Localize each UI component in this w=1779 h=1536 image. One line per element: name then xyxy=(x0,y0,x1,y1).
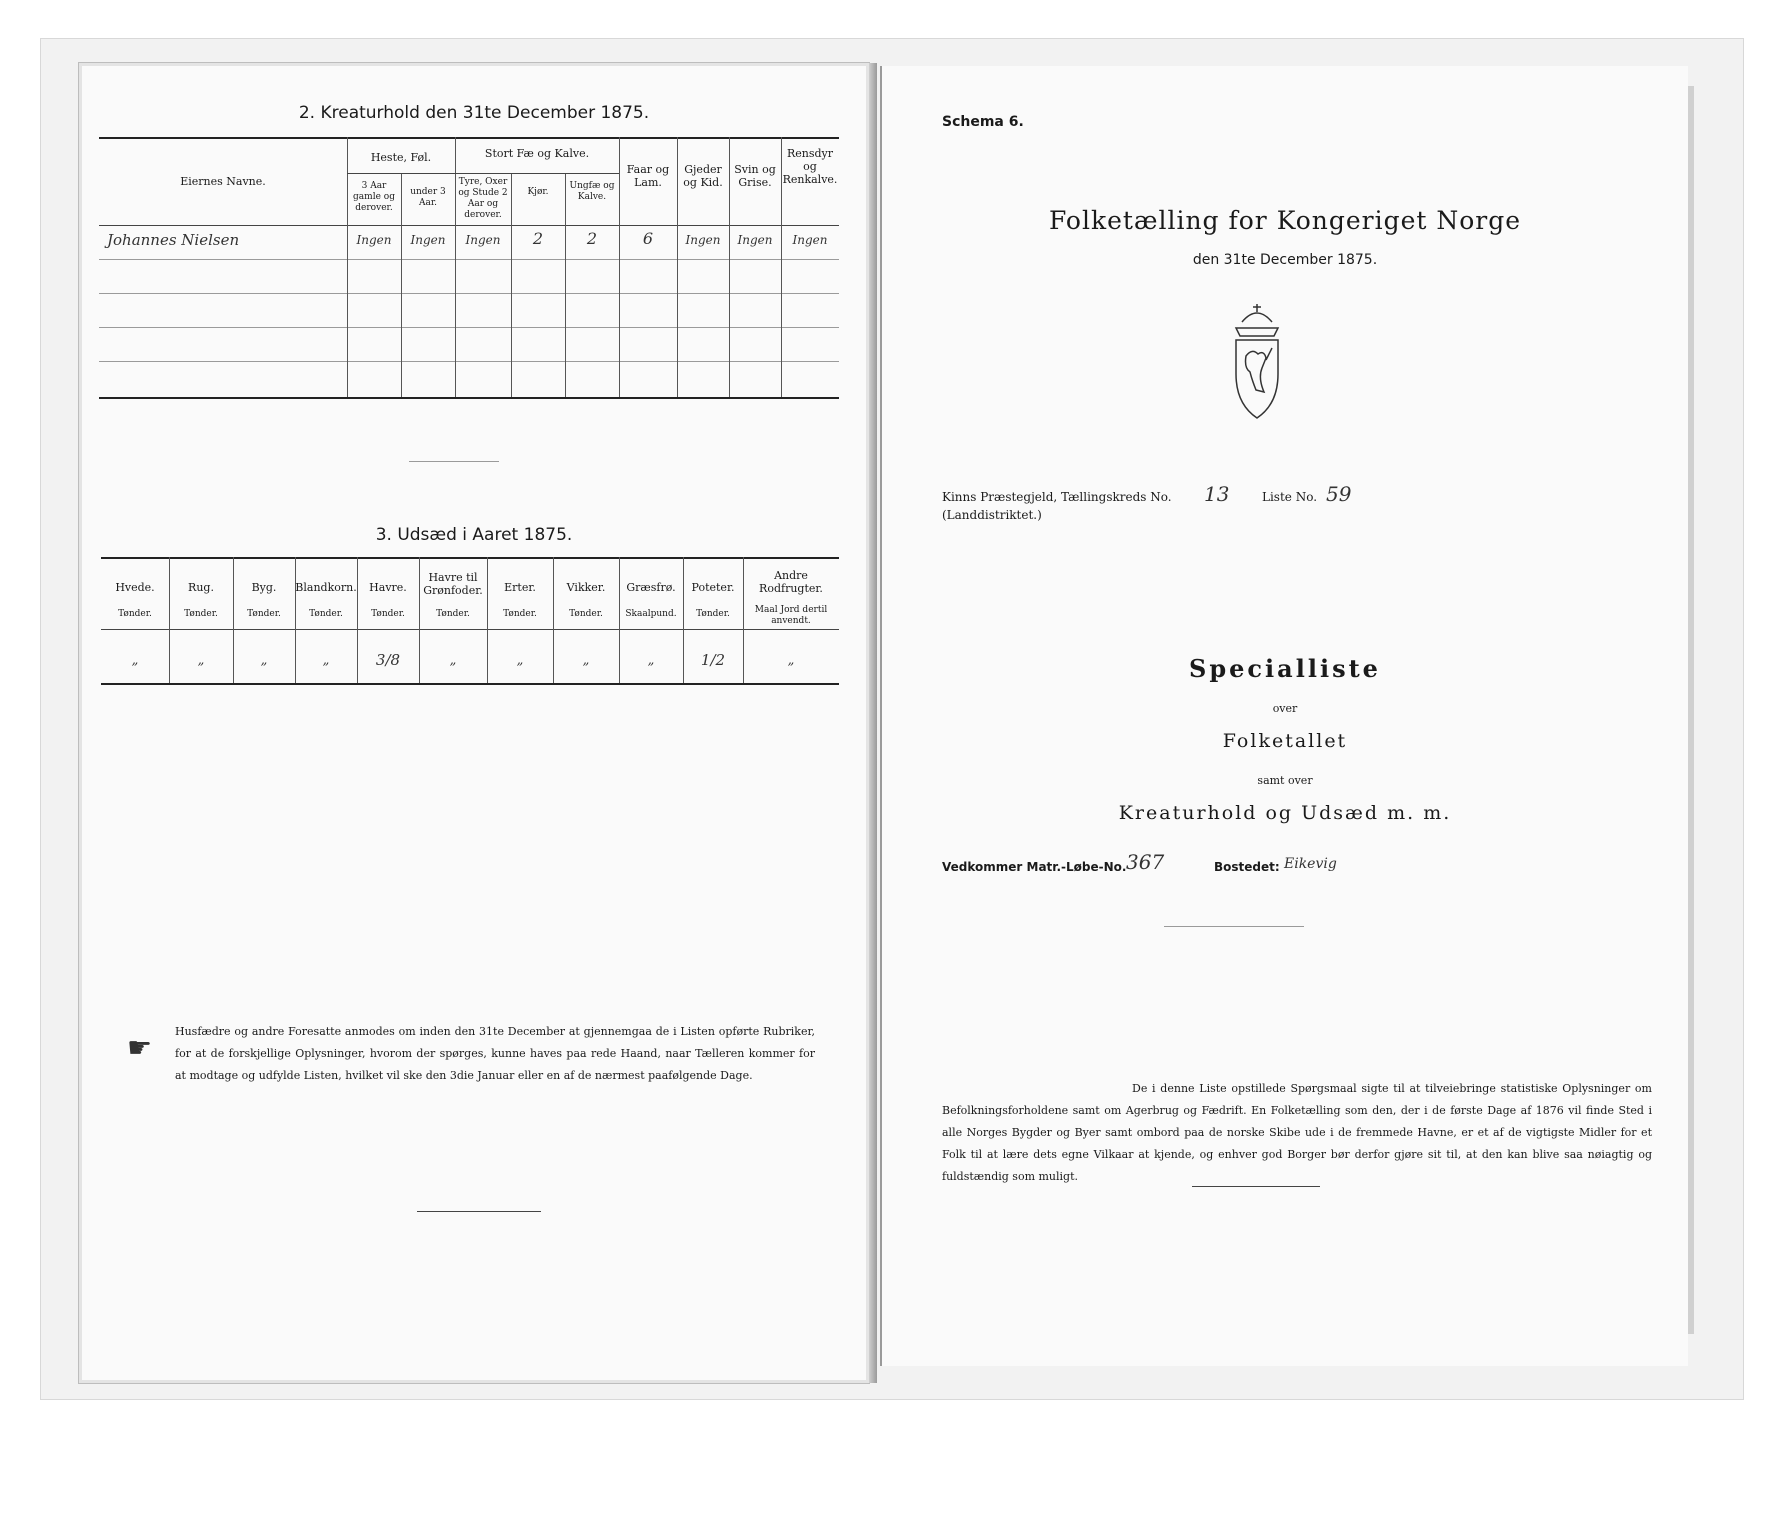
table2-header-rule xyxy=(99,225,839,226)
udsaed-header: Vikker. xyxy=(566,581,606,594)
udsaed-unit: Maal Jord dertil anvendt. xyxy=(754,605,828,626)
udsaed-value: „ xyxy=(582,653,590,668)
liste-label: Liste No. xyxy=(1262,490,1318,504)
udsaed-unit: Tønder. xyxy=(309,609,343,619)
district-line: Kinns Præstegjeld, Tællingskreds No. xyxy=(942,490,1172,504)
document-title: Folketælling for Kongeriget Norge xyxy=(1048,206,1522,235)
udsaed-header: Poteter. xyxy=(691,581,735,594)
page-edge xyxy=(1688,86,1694,1334)
instruction-note: Husfædre og andre Foresatte anmodes om inden den 31te December at gjennemgaa de i Listen opførte Rubriker, for at de forskjellige Oplysninger, hvorom der spørges, kunne haves paa rede Haand, naar Tælleren kommer for at modtage og udfylde Listen, hvilket vil ske den 3die Januar eller en af de nærmest paafølgende Dage. xyxy=(175,1025,815,1082)
udsaed-value: „ xyxy=(449,653,457,668)
table2-top-rule xyxy=(99,137,839,139)
udsaed-header: Byg. xyxy=(251,581,277,594)
specialliste-heading: Specialliste xyxy=(1189,654,1381,683)
udsaed-header: Havre til Grønfoder. xyxy=(423,571,483,597)
row-rule xyxy=(99,293,839,294)
col-divider xyxy=(511,173,512,397)
udsaed-unit: Tønder. xyxy=(503,609,537,619)
kreaturhold-heading: Kreaturhold og Udsæd m. m. xyxy=(1118,802,1452,824)
over-text: over xyxy=(1272,702,1298,715)
cell-value: Ingen xyxy=(410,233,446,247)
udsaed-value: „ xyxy=(516,653,524,668)
udsaed-unit: Tønder. xyxy=(436,609,470,619)
cell-value: Ingen xyxy=(465,233,501,247)
col-faar-header: Faar og Lam. xyxy=(626,163,670,189)
udsaed-unit: Tønder. xyxy=(569,609,603,619)
page-edge xyxy=(869,63,877,1383)
subheader-rule xyxy=(347,173,619,174)
cell-value: 2 xyxy=(586,229,598,248)
col-stortfae-a: Tyre, Oxer og Stude 2 Aar og derover. xyxy=(458,177,508,220)
table3-bottom-rule xyxy=(101,683,839,685)
cell-value: Ingen xyxy=(356,233,392,247)
cell-value: 2 xyxy=(532,229,544,248)
bosted-label: Bostedet: xyxy=(1214,860,1280,874)
cell-value: 6 xyxy=(642,229,654,248)
col-heste-b: under 3 Aar. xyxy=(410,187,446,208)
udsaed-value: „ xyxy=(647,653,655,668)
district-type: (Landdistriktet.) xyxy=(942,508,1042,522)
udsaed-value: „ xyxy=(322,653,330,668)
separator xyxy=(1164,926,1304,927)
matr-label: Vedkommer Matr.-Løbe-No. xyxy=(942,860,1127,874)
section3-title: 3. Udsæd i Aaret 1875. xyxy=(375,525,573,545)
matr-number: 367 xyxy=(1126,850,1165,874)
udsaed-value: 1/2 xyxy=(700,651,726,669)
col-rensdyr-header: Rensdyr og Renkalve. xyxy=(782,147,838,186)
udsaed-unit: Tønder. xyxy=(696,609,730,619)
col-divider xyxy=(347,137,348,397)
liste-number: 59 xyxy=(1326,482,1352,506)
udsaed-value: „ xyxy=(260,653,268,668)
separator xyxy=(417,1211,541,1212)
udsaed-unit: Tønder. xyxy=(247,609,281,619)
udsaed-unit: Tønder. xyxy=(118,609,152,619)
row-rule xyxy=(99,327,839,328)
udsaed-header: Andre Rodfrugter. xyxy=(759,569,823,595)
folketallet-heading: Folketallet xyxy=(1222,730,1348,752)
udsaed-unit: Tønder. xyxy=(371,609,405,619)
left-page xyxy=(78,62,870,1384)
col-stortfae-b: Kjør. xyxy=(527,187,549,197)
separator xyxy=(1192,1186,1320,1187)
col-divider xyxy=(455,137,456,397)
col-heste-header: Heste, Føl. xyxy=(370,151,432,164)
right-page xyxy=(880,66,1688,1366)
udsaed-unit: Skaalpund. xyxy=(625,609,677,619)
udsaed-header: Havre. xyxy=(369,581,407,594)
udsaed-header: Erter. xyxy=(504,581,536,594)
cell-value: Ingen xyxy=(737,233,773,247)
section2-title: 2. Kreaturhold den 31te December 1875. xyxy=(298,103,650,123)
udsaed-header: Blandkorn. xyxy=(295,581,357,594)
cell-value: Ingen xyxy=(685,233,721,247)
owner-name: Johannes Nielsen xyxy=(107,231,240,249)
separator xyxy=(409,461,499,462)
col-stortfae-c: Ungfæ og Kalve. xyxy=(569,181,615,202)
col-svin-header: Svin og Grise. xyxy=(734,163,776,189)
pointing-hand-icon: ☛ xyxy=(127,1031,153,1064)
row-rule xyxy=(99,361,839,362)
udsaed-value: 3/8 xyxy=(375,651,401,669)
document-subtitle: den 31te December 1875. xyxy=(1192,252,1378,268)
col-heste-a: 3 Aar gamle og derover. xyxy=(353,181,395,213)
table3-top-rule xyxy=(101,557,839,559)
col-stortfae-header: Stort Fæ og Kalve. xyxy=(484,147,590,160)
udsaed-header: Græsfrø. xyxy=(626,581,676,594)
cell-value: Ingen xyxy=(792,233,828,247)
udsaed-value: „ xyxy=(787,653,795,668)
col-owner-header: Eiernes Navne. xyxy=(180,175,266,188)
udsaed-value: „ xyxy=(197,653,205,668)
row-rule xyxy=(99,259,839,260)
col-divider xyxy=(565,173,566,397)
district-number: 13 xyxy=(1204,482,1230,506)
udsaed-unit: Tønder. xyxy=(184,609,218,619)
footer-note: De i denne Liste opstillede Spørgsmaal sigte til at tilveiebringe statistiske Oplysninger om Befolkningsforholdene samt om Agerbrug og Fædrift. En Folketælling som den, der i de første Dage af 1876 vil finde Sted i alle Norges Bygder og Byer samt ombord paa de norske Skibe ude i de fremmede Havne, er et af de vigtigste Midler for et Folk til at lære dets egne Vilkaar at kjende, og enhver god Borger bør derfor gjøre sit til, at den kan blive saa nøiagtig og fuldstændig som muligt. xyxy=(942,1082,1652,1183)
udsaed-header: Hvede. xyxy=(115,581,155,594)
schema-label: Schema 6. xyxy=(942,114,1024,130)
udsaed-header: Rug. xyxy=(188,581,214,594)
table2-bottom-rule xyxy=(99,397,839,399)
col-gjeder-header: Gjeder og Kid. xyxy=(683,163,723,189)
samt-over-text: samt over xyxy=(1257,774,1313,787)
table3-header-rule xyxy=(101,629,839,630)
bosted-value: Eikevig xyxy=(1284,856,1337,872)
udsaed-value: „ xyxy=(131,653,139,668)
coat-of-arms-icon xyxy=(1212,302,1302,422)
